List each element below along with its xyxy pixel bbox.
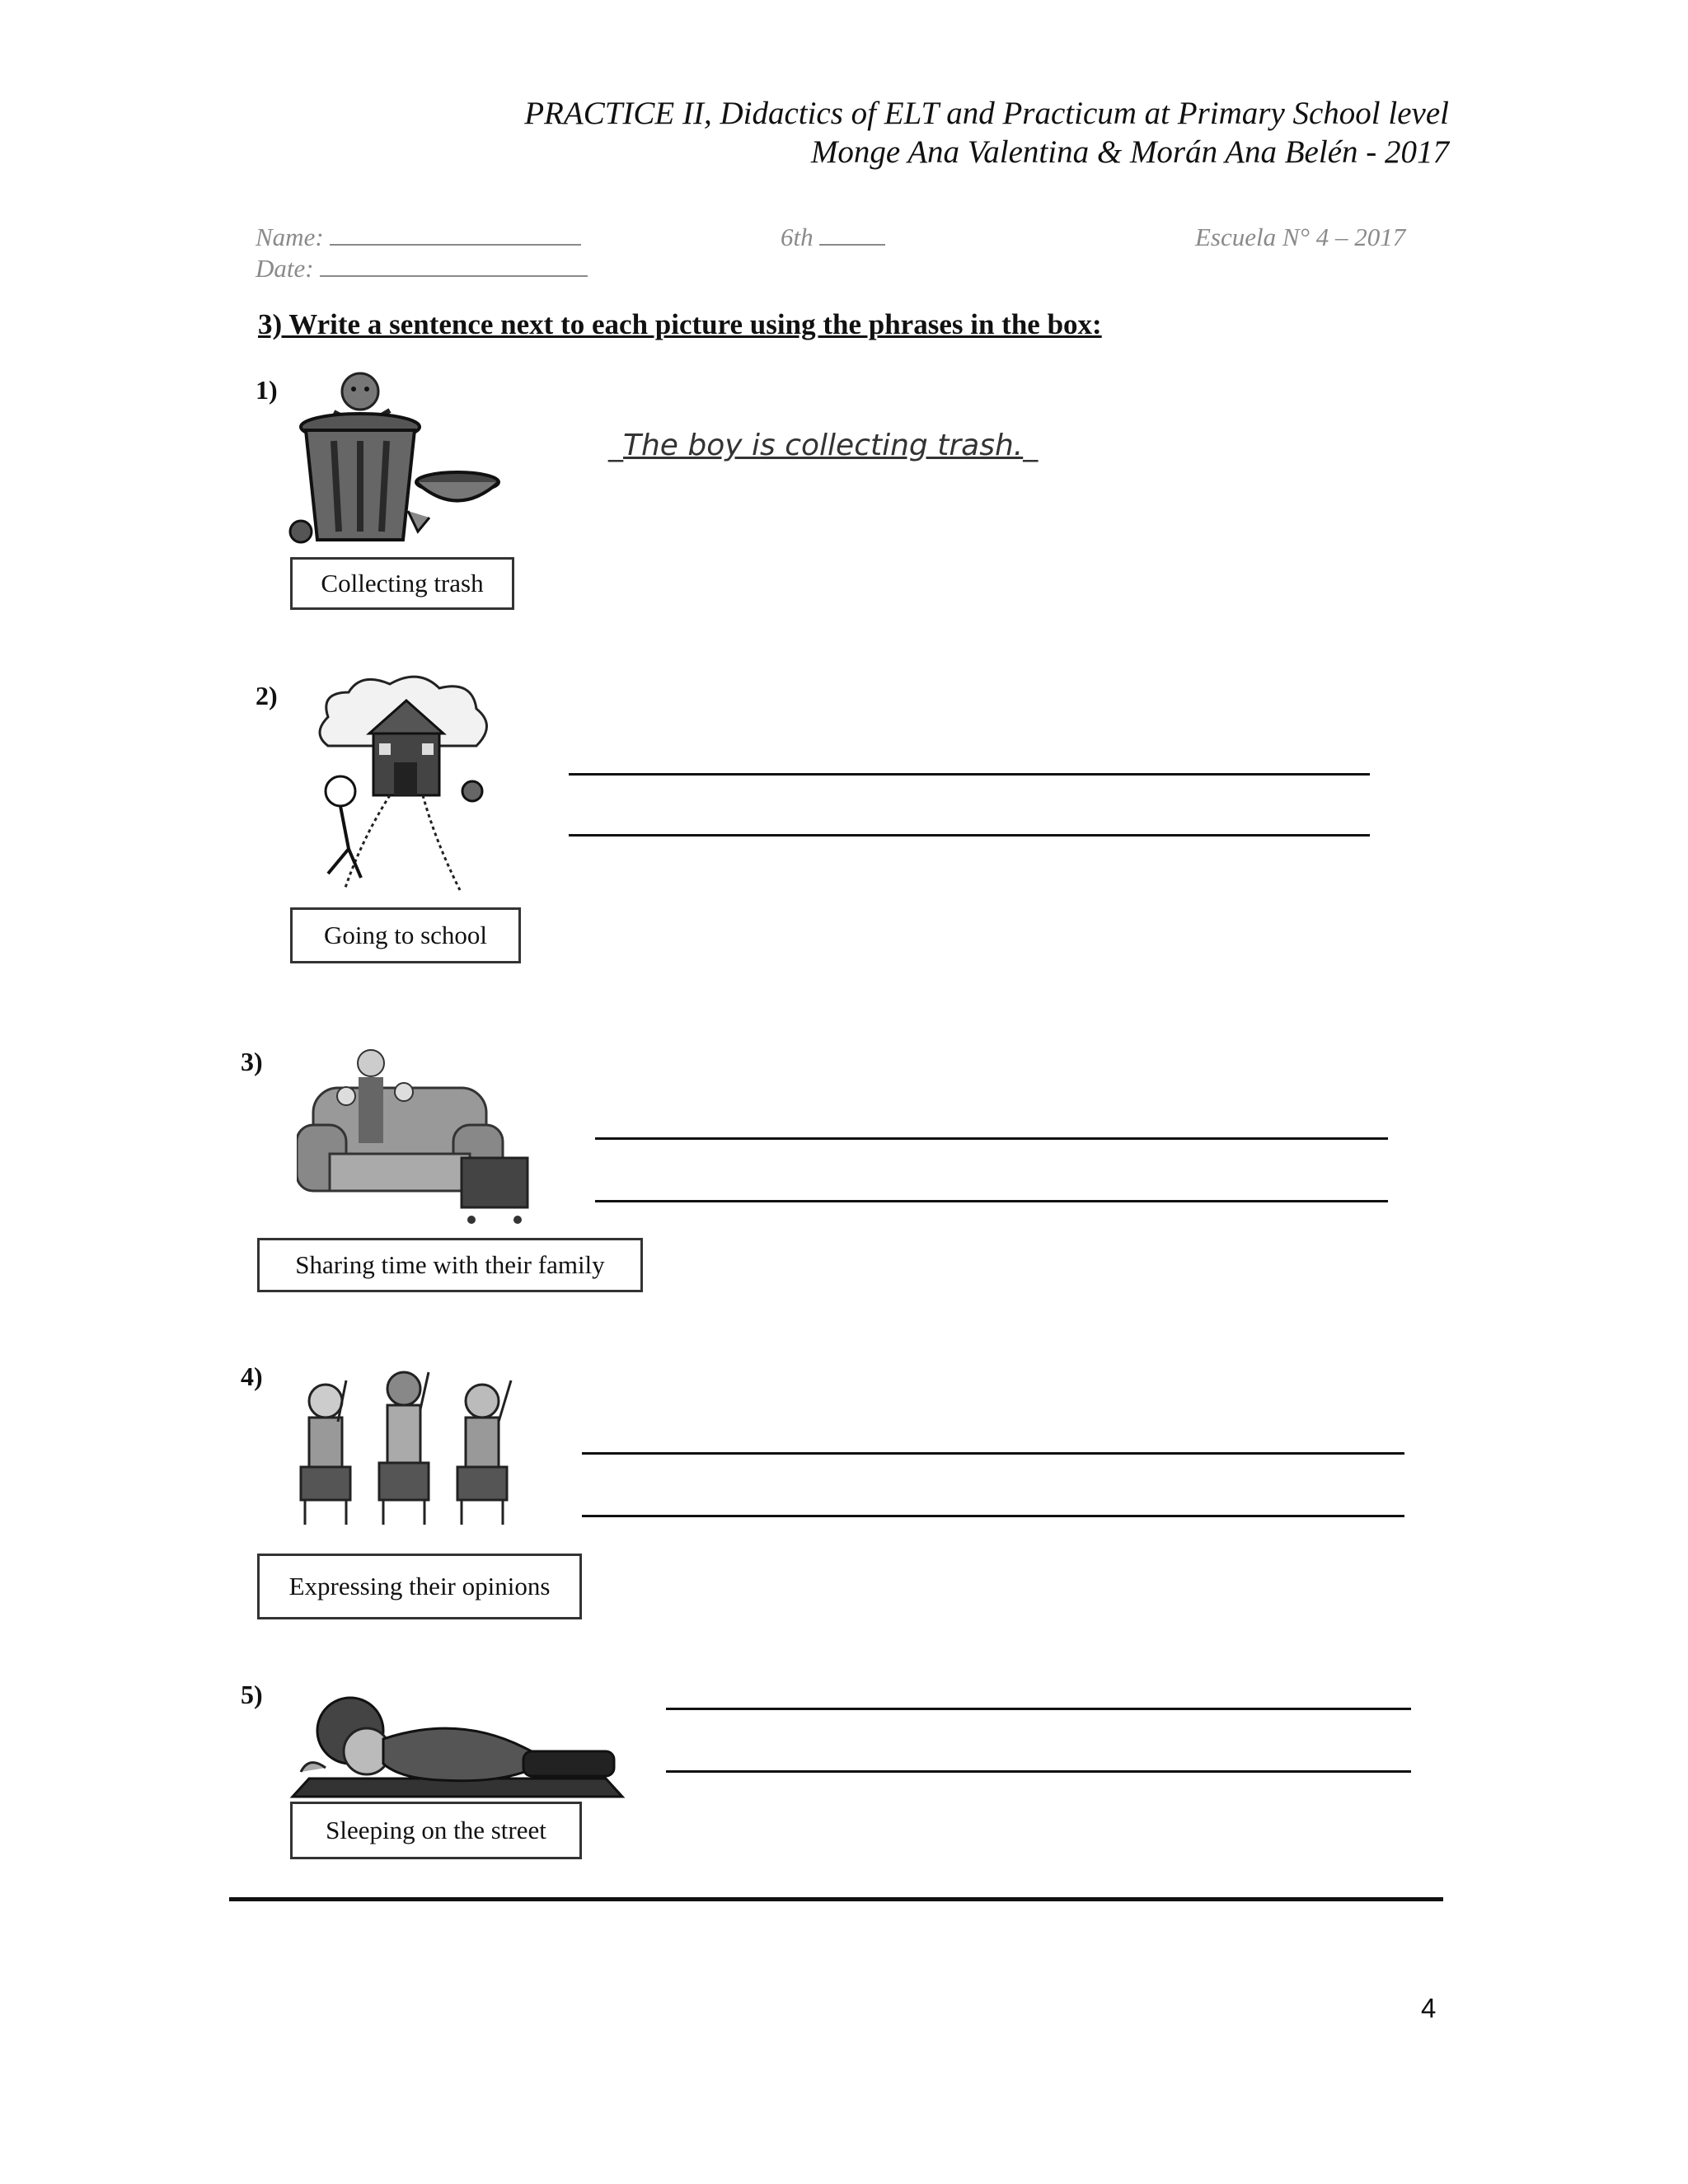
answer-line[interactable] xyxy=(666,1708,1411,1710)
header-title: PRACTICE II, Didactics of ELT and Practicum at Primary School level xyxy=(524,96,1449,131)
item-number: 2) xyxy=(256,681,278,710)
school-house-picture xyxy=(312,668,497,907)
family-sofa-picture xyxy=(297,1043,536,1228)
item-number: 1) xyxy=(256,375,278,405)
phrase-box: Collecting trash xyxy=(290,557,514,610)
phrase-box: Going to school xyxy=(290,907,521,963)
date-blank xyxy=(320,255,588,277)
answer-line[interactable] xyxy=(582,1515,1404,1517)
answer-line[interactable] xyxy=(569,773,1370,776)
name-blank xyxy=(330,224,581,246)
example-answer: _The boy is collecting trash._ xyxy=(608,429,1039,462)
answer-line[interactable] xyxy=(582,1452,1404,1455)
footer-rule xyxy=(229,1897,1443,1901)
item-number: 5) xyxy=(241,1680,263,1709)
name-field xyxy=(256,223,581,252)
name-label: Name: xyxy=(256,223,324,251)
answer-line[interactable] xyxy=(595,1200,1388,1202)
phrase-box: Expressing their opinions xyxy=(257,1554,582,1619)
trash-can-boy-picture xyxy=(284,363,507,556)
date-label: Date: xyxy=(256,254,314,283)
children-raising-hands-picture xyxy=(288,1364,519,1529)
instruction-heading: 3) Write a sentence next to each picture using the phrases in the box: xyxy=(258,308,1102,340)
header-authors: Monge Ana Valentina & Morán Ana Belén - 2017 xyxy=(810,134,1449,170)
school-label: Escuela N° 4 – 2017 xyxy=(1195,223,1406,251)
item-number: 3) xyxy=(241,1047,263,1076)
phrase-box: Sharing time with their family xyxy=(257,1238,643,1292)
grade-label: 6th xyxy=(781,223,814,251)
item-number: 4) xyxy=(241,1361,263,1391)
person-sleeping-street-picture xyxy=(276,1681,639,1805)
grade-field xyxy=(781,223,885,252)
page-number: 4 xyxy=(1421,1993,1437,2023)
answer-line[interactable] xyxy=(666,1770,1411,1773)
answer-line[interactable] xyxy=(569,834,1370,837)
date-field xyxy=(256,254,588,284)
answer-line[interactable] xyxy=(595,1137,1388,1140)
phrase-box: Sleeping on the street xyxy=(290,1802,582,1859)
grade-blank xyxy=(819,224,885,246)
